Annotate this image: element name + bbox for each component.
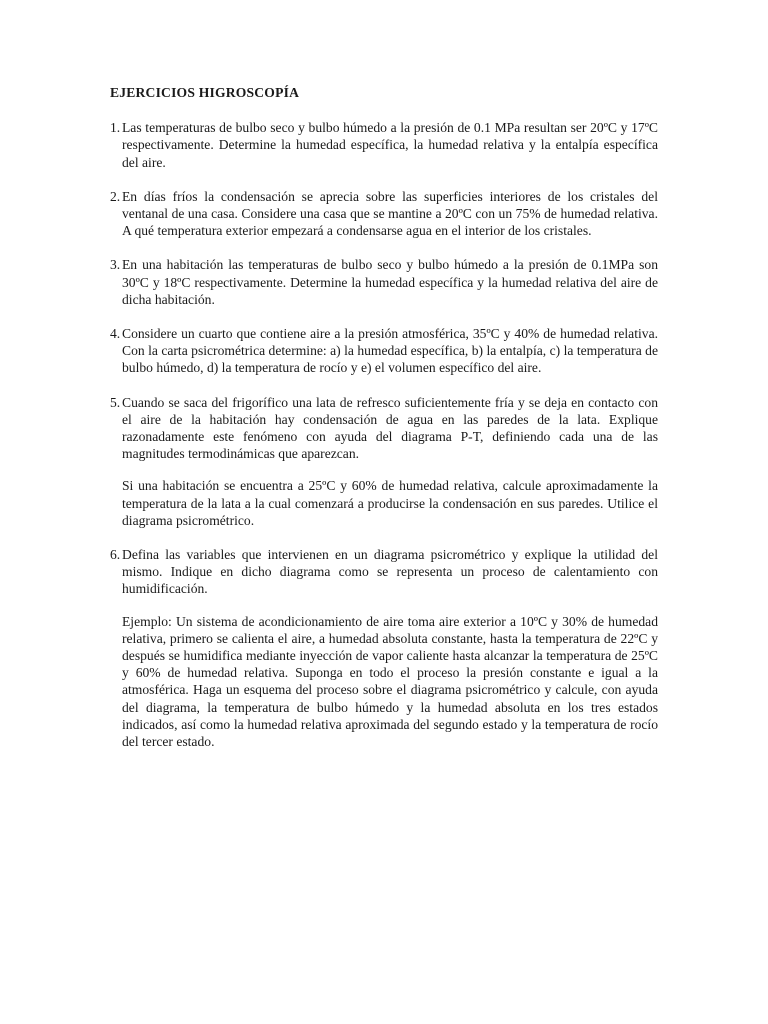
document-page bbox=[110, 84, 658, 765]
exercise-text: Cuando se saca del frigorífico una lata de refresco suficientemente fría y se deja en contacto con el aire de la habitación hay condensación de agua en las paredes de la lata. Explique razonadamente este fenómeno con ayuda del diagrama P-T, definiendo cada una de las magnitudes termodinámicas que aparezcan. bbox=[122, 394, 658, 462]
exercise-number: 3. bbox=[110, 257, 121, 273]
exercise-text: Considere un cuarto que contiene aire a la presión atmosférica, 35ºC y 40% de humedad relativa. Con la carta psicrométrica determine: a) la humedad específica, b) la entalpía, c) la temperatura de bulbo húmedo, d) la temperatura de rocío y e) el volumen específico del aire. bbox=[122, 326, 658, 376]
exercise-text-continued: Si una habitación se encuentra a 25ºC y 60% de humedad relativa, calcule aproximadamente la temperatura de la lata a la cual comenzará a producirse la condensación en sus paredes. Utilice el diagrama psicrométrico. bbox=[122, 478, 658, 528]
exercise-number: 6. bbox=[110, 547, 121, 563]
exercise-number: 1. bbox=[110, 120, 121, 136]
exercise-text: Las temperaturas de bulbo seco y bulbo húmedo a la presión de 0.1 MPa resultan ser 20ºC y 17ºC respectivamente. Determine la humedad específica, la humedad relativa y la entalpía específica del aire. bbox=[122, 120, 658, 170]
exercise-text: En una habitación las temperaturas de bulbo seco y bulbo húmedo a la presión de 0.1MPa son 30ºC y 18ºC respectivamente. Determine la humedad específica y la humedad relativa del aire de dicha habitación. bbox=[122, 257, 658, 307]
exercise-example-text: Ejemplo: Un sistema de acondicionamiento de aire toma aire exterior a 10ºC y 30% de humedad relativa, primero se calienta el aire, a humedad absoluta constante, hasta la temperatura de 22ºC y después se humidifica mediante inyección de vapor caliente hasta alcanzar la temperatura de 25ºC y 60% de humedad relativa. Suponga en todo el proceso la presión constante e igual a la atmosférica. Haga un esquema del proceso sobre el diagrama psicrométrico y calcule, con ayuda del diagrama, la temperatura de bulbo húmedo y la humedad absoluta en los tres estados indicados, así como la humedad relativa aproximada del segundo estado y la temperatura de rocío del tercer estado. bbox=[122, 613, 658, 750]
exercise-6 bbox=[110, 546, 658, 750]
exercise-1 bbox=[110, 119, 658, 171]
exercise-2 bbox=[110, 188, 658, 240]
exercise-text: Defina las variables que intervienen en un diagrama psicrométrico y explique la utilidad del mismo. Indique en dicho diagrama como se representa un proceso de calentamiento con humidificación. bbox=[122, 547, 658, 597]
exercise-number: 5. bbox=[110, 394, 121, 410]
exercise-5 bbox=[110, 394, 658, 529]
exercise-4 bbox=[110, 325, 658, 377]
exercise-number: 2. bbox=[110, 188, 121, 204]
exercise-3 bbox=[110, 256, 658, 308]
exercise-number: 4. bbox=[110, 326, 121, 342]
exercise-text: En días fríos la condensación se aprecia sobre las superficies interiores de los cristales del ventanal de una casa. Considere una casa que se mantine a 20ºC con un 75% de humedad relativa. A qué temperatura exterior empezará a condensarse agua en el interior de los cristales. bbox=[122, 188, 658, 239]
document-title: EJERCICIOS HIGROSCOPÍA bbox=[110, 85, 300, 100]
